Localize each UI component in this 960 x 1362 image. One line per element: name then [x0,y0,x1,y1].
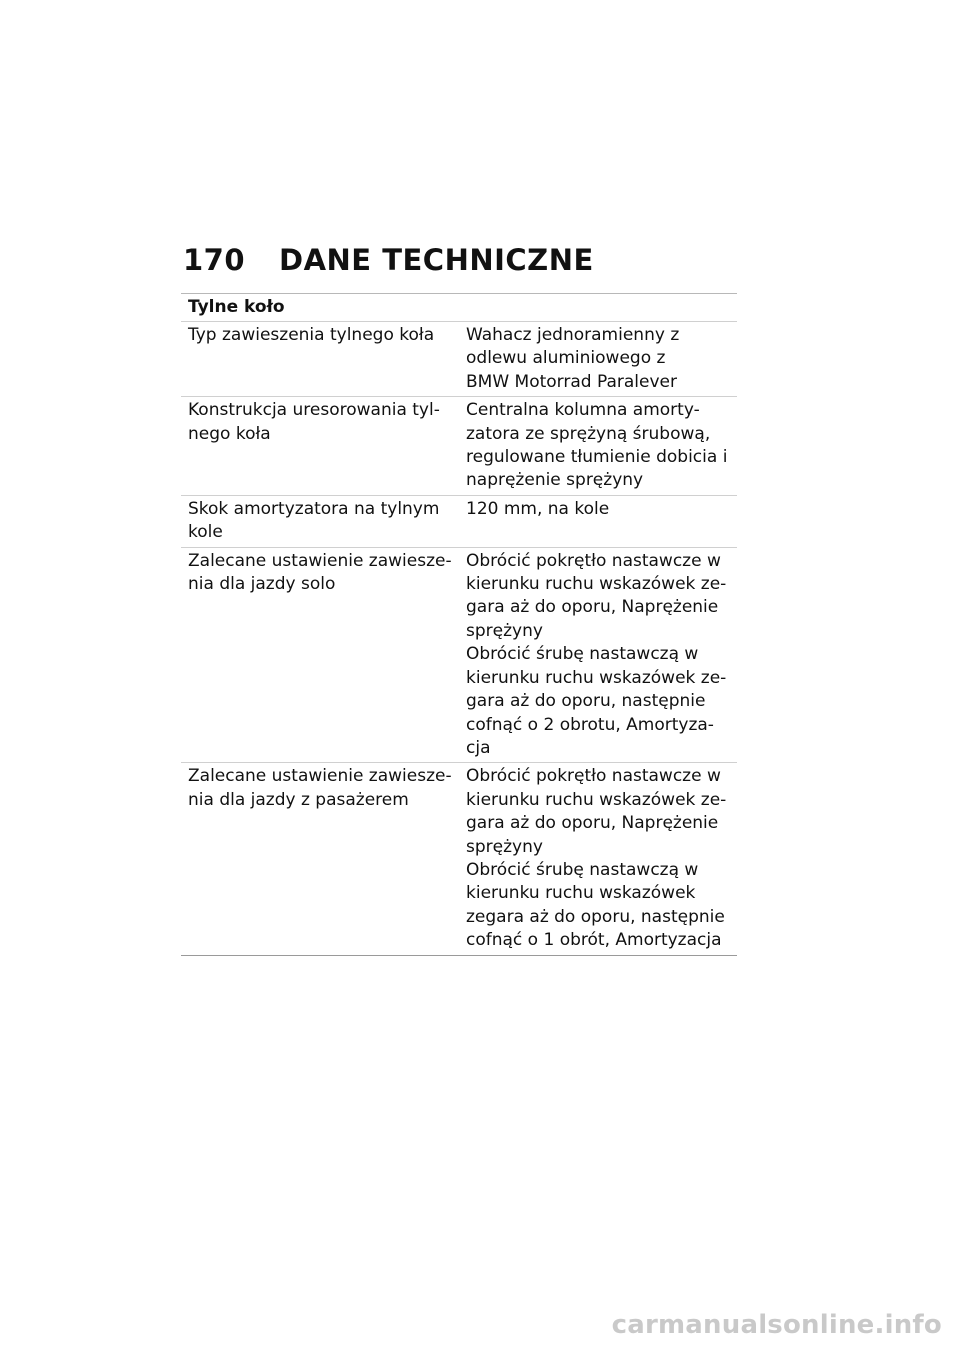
spec-row [181,763,737,954]
spec-value-line: gara aż do oporu, Naprężenie [466,813,719,834]
spec-label-line: nego koła [188,423,271,444]
spec-value-line: gara aż do oporu, następnie [466,691,706,712]
spec-label-line: kole [188,522,223,543]
spec-value [460,496,737,547]
spec-value-line: zegara aż do oporu, następnie [466,906,725,927]
spec-value-line: sprężyny [466,620,543,641]
spec-label-line: nia dla jazdy solo [188,574,336,595]
spec-value-line: kierunku ruchu wskazówek ze- [466,574,727,595]
spec-label [181,496,460,547]
spec-row [181,496,737,548]
spec-value-line: Obrócić śrubę nastawczą w [466,859,699,880]
page-header [183,238,743,282]
spec-label [181,763,460,954]
spec-value-line: 120 mm, na kole [466,498,610,519]
spec-value-line: Obrócić pokrętło nastawcze w [466,766,721,787]
spec-row [181,548,737,764]
spec-row [181,397,737,496]
spec-value-line: Obrócić pokrętło nastawcze w [466,550,721,571]
spec-value-line: cofnąć o 1 obrót, Amortyzacja [466,930,722,951]
spec-value-line: zatora ze sprężyną śrubową, [466,423,711,444]
spec-label-line: Konstrukcja uresorowania tyl- [188,400,440,421]
spec-value [460,397,737,495]
spec-value [460,763,737,954]
spec-label-line: Zalecane ustawienie zawiesze- [188,550,452,571]
spec-value-line: kierunku ruchu wskazówek ze- [466,667,727,688]
spec-value [460,548,737,763]
spec-label-line: Skok amortyzatora na tylnym [188,498,440,519]
spec-value-line: cofnąć o 2 obrotu, Amortyza- [466,714,714,735]
spec-value-line: gara aż do oporu, Naprężenie [466,597,719,618]
spec-value-line: Obrócić śrubę nastawczą w [466,644,699,665]
spec-label-line: Zalecane ustawienie zawiesze- [188,766,452,787]
spec-value-line: regulowane tłumienie dobicia i [466,447,728,468]
spec-label-line: Typ zawieszenia tylnego koła [188,325,435,345]
spec-row [181,322,737,397]
chapter-title: DANE TECHNICZNE [279,243,594,277]
spec-value-line: kierunku ruchu wskazówek ze- [466,789,727,810]
spec-table [181,293,737,956]
spec-value-line: kierunku ruchu wskazówek [466,883,696,904]
spec-value [460,322,737,396]
spec-value-line: cja [466,737,491,758]
spec-value-line: Centralna kolumna amorty- [466,400,700,421]
spec-label [181,548,460,763]
watermark: carmanualsonline.info [611,1310,942,1340]
spec-value-line: naprężenie sprężyny [466,470,644,491]
spec-value-line: sprężyny [466,836,543,857]
spec-label [181,397,460,495]
spec-value-line: Wahacz jednoramienny z [466,325,680,345]
spec-label-line: nia dla jazdy z pasażerem [188,789,409,810]
section-title: Tylne koło [181,294,737,322]
spec-value-line: BMW Motorrad Paralever [466,371,677,392]
page-number: 170 [183,243,246,277]
spec-rows [181,322,737,955]
spec-label [181,322,460,396]
spec-value-line: odlewu aluminiowego z [466,348,666,369]
